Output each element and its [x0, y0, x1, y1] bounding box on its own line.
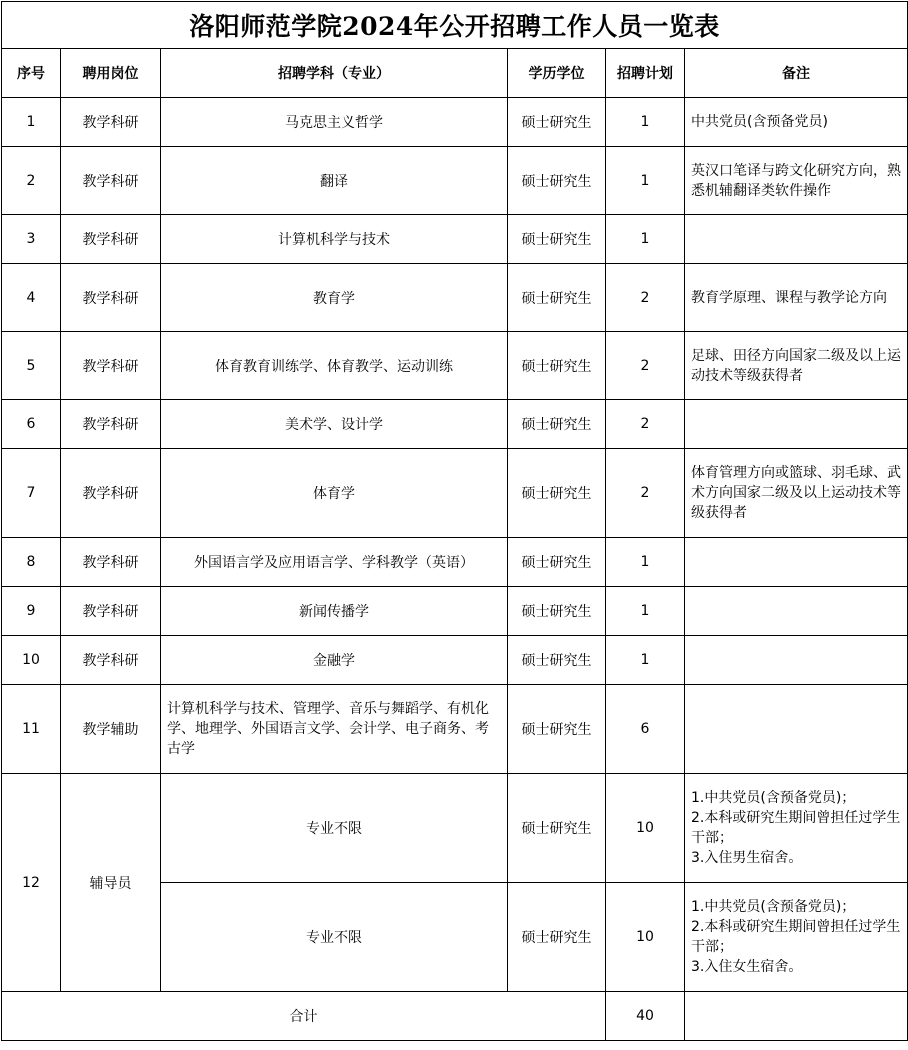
cell-note: [685, 685, 908, 774]
total-note: [685, 992, 908, 1041]
cell-degree: 硕士研究生: [508, 587, 606, 636]
cell-note: 足球、田径方向国家二级及以上运动技术等级获得者: [685, 332, 908, 400]
cell-note: [685, 538, 908, 587]
cell-degree: 硕士研究生: [508, 449, 606, 538]
cell-degree: 硕士研究生: [508, 264, 606, 332]
table-row: [2, 215, 908, 264]
total-label: 合计: [2, 992, 606, 1041]
table-title: 洛阳师范学院2024年公开招聘工作人员一览表: [2, 2, 908, 49]
cell-post: 教学科研: [61, 587, 161, 636]
cell-post: 教学科研: [61, 449, 161, 538]
cell-major: 新闻传播学: [161, 587, 508, 636]
cell-post: 教学辅助: [61, 685, 161, 774]
cell-plan: 1: [606, 587, 685, 636]
cell-plan: 2: [606, 332, 685, 400]
cell-plan: 1: [606, 98, 685, 147]
header-major: 招聘学科（专业）: [161, 49, 508, 98]
cell-post: 教学科研: [61, 400, 161, 449]
cell-degree: 硕士研究生: [508, 400, 606, 449]
cell-plan: 1: [606, 215, 685, 264]
cell-post: 教学科研: [61, 538, 161, 587]
cell-degree: 硕士研究生: [508, 147, 606, 215]
cell-major: 体育教育训练学、体育教学、运动训练: [161, 332, 508, 400]
table-row: [2, 332, 908, 400]
cell-no: 4: [2, 264, 61, 332]
cell-major: 美术学、设计学: [161, 400, 508, 449]
cell-note: 1.中共党员(含预备党员)； 2.本科或研究生期间曾担任过学生干部； 3.入住女生宿舍。: [685, 883, 908, 992]
recruitment-table: [1, 1, 908, 1041]
cell-no: 12: [2, 774, 61, 992]
header-no: 序号: [2, 49, 61, 98]
cell-degree: 硕士研究生: [508, 636, 606, 685]
cell-note: 1.中共党员(含预备党员)； 2.本科或研究生期间曾担任过学生干部； 3.入住男生宿舍。: [685, 774, 908, 883]
table-row: [2, 587, 908, 636]
total-value: 40: [606, 992, 685, 1041]
table-row: [2, 449, 908, 538]
cell-no: 7: [2, 449, 61, 538]
cell-major: 计算机科学与技术、管理学、音乐与舞蹈学、有机化学、地理学、外国语言文学、会计学、电子商务、考古学: [161, 685, 508, 774]
header-degree: 学历学位: [508, 49, 606, 98]
cell-no: 8: [2, 538, 61, 587]
table-row: [2, 98, 908, 147]
cell-plan: 1: [606, 636, 685, 685]
header-plan: 招聘计划: [606, 49, 685, 98]
cell-no: 3: [2, 215, 61, 264]
cell-major: 专业不限: [161, 883, 508, 992]
cell-no: 11: [2, 685, 61, 774]
cell-note: 中共党员(含预备党员): [685, 98, 908, 147]
cell-note: [685, 636, 908, 685]
cell-degree: 硕士研究生: [508, 774, 606, 883]
cell-note: 体育管理方向或篮球、羽毛球、武术方向国家二级及以上运动技术等级获得者: [685, 449, 908, 538]
cell-major: 计算机科学与技术: [161, 215, 508, 264]
table-row: [2, 400, 908, 449]
cell-note: 教育学原理、课程与教学论方向: [685, 264, 908, 332]
cell-plan: 10: [606, 883, 685, 992]
cell-note: 英汉口笔译与跨文化研究方向，熟悉机辅翻译类软件操作: [685, 147, 908, 215]
cell-major: 教育学: [161, 264, 508, 332]
header-row: [2, 49, 908, 98]
cell-plan: 2: [606, 400, 685, 449]
cell-major: 体育学: [161, 449, 508, 538]
cell-plan: 1: [606, 147, 685, 215]
cell-no: 9: [2, 587, 61, 636]
table-row: [2, 774, 908, 883]
cell-no: 6: [2, 400, 61, 449]
cell-post: 教学科研: [61, 147, 161, 215]
cell-plan: 10: [606, 774, 685, 883]
cell-degree: 硕士研究生: [508, 685, 606, 774]
cell-post: 教学科研: [61, 215, 161, 264]
cell-major: 金融学: [161, 636, 508, 685]
table-row: [2, 264, 908, 332]
cell-note: [685, 587, 908, 636]
cell-degree: 硕士研究生: [508, 332, 606, 400]
cell-major: 专业不限: [161, 774, 508, 883]
cell-degree: 硕士研究生: [508, 98, 606, 147]
cell-degree: 硕士研究生: [508, 538, 606, 587]
total-row: [2, 992, 908, 1041]
cell-no: 2: [2, 147, 61, 215]
cell-plan: 2: [606, 449, 685, 538]
cell-degree: 硕士研究生: [508, 883, 606, 992]
table-row: [2, 636, 908, 685]
cell-post: 教学科研: [61, 98, 161, 147]
cell-plan: 1: [606, 538, 685, 587]
cell-note: [685, 400, 908, 449]
cell-plan: 2: [606, 264, 685, 332]
cell-post: 教学科研: [61, 332, 161, 400]
cell-post: 辅导员: [61, 774, 161, 992]
cell-note: [685, 215, 908, 264]
cell-major: 翻译: [161, 147, 508, 215]
table-row: [2, 685, 908, 774]
cell-degree: 硕士研究生: [508, 215, 606, 264]
cell-no: 1: [2, 98, 61, 147]
cell-no: 5: [2, 332, 61, 400]
cell-no: 10: [2, 636, 61, 685]
cell-major: 马克思主义哲学: [161, 98, 508, 147]
header-post: 聘用岗位: [61, 49, 161, 98]
cell-post: 教学科研: [61, 264, 161, 332]
cell-plan: 6: [606, 685, 685, 774]
table-row: [2, 147, 908, 215]
header-note: 备注: [685, 49, 908, 98]
cell-post: 教学科研: [61, 636, 161, 685]
cell-major: 外国语言学及应用语言学、学科教学（英语）: [161, 538, 508, 587]
table-row: [2, 538, 908, 587]
